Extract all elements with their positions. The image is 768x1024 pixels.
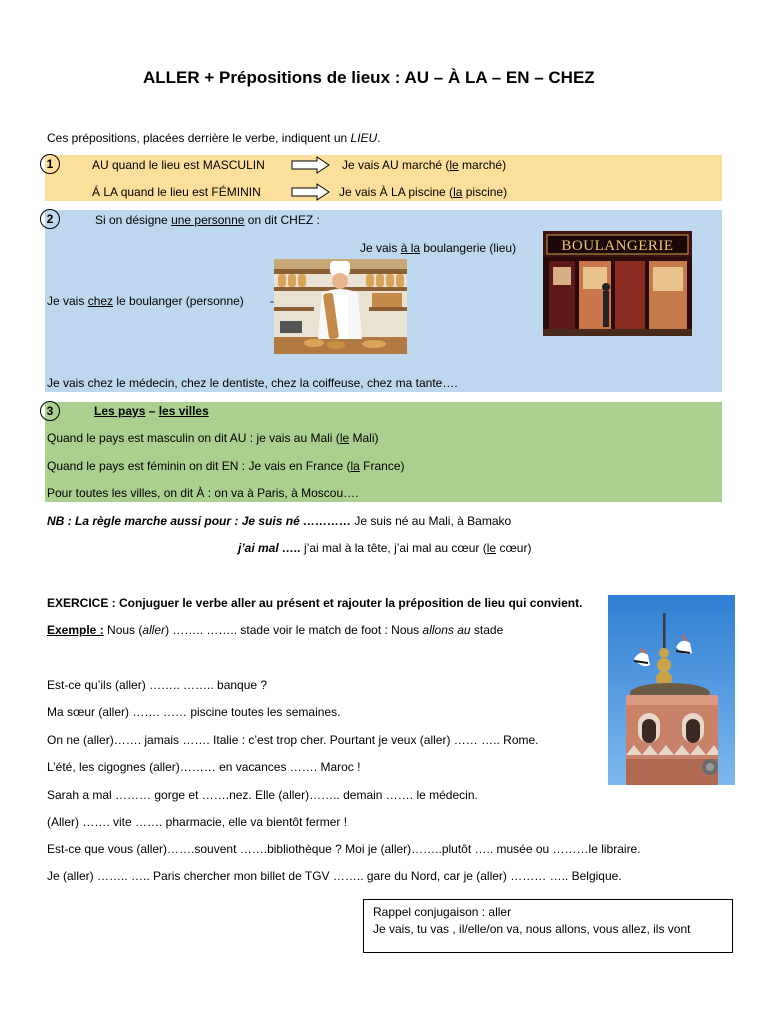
arrow-right-icon [291, 156, 331, 174]
boulanger-line: Je vais chez le boulanger (personne) [47, 294, 244, 308]
reminder-box [363, 899, 733, 953]
exercise-item: Je (aller) …….. ….. Paris chercher mon billet de TGV …….. gare du Nord, car je (aller) ……… ….. Belgique. [47, 869, 622, 883]
section-1-number: 1 [40, 154, 60, 174]
pays-masculin-line: Quand le pays est masculin on dit AU : je vais au Mali (le Mali) [47, 431, 379, 445]
villes-line: Pour toutes les villes, on dit À : on va à Paris, à Moscou…. [47, 486, 359, 500]
storks-tower-photo [608, 595, 735, 785]
chez-examples-line: Je vais chez le médecin, chez le dentiste, chez la coiffeuse, chez ma tante…. [47, 376, 458, 390]
rule-masculin: AU quand le lieu est MASCULIN [92, 158, 265, 172]
exercise-item: On ne (aller)……. jamais ……. Italie : c’est trop cher. Pourtant je veux (aller) …… ….. Rome. [47, 733, 539, 747]
exercise-item: L’été, les cigognes (aller)……… en vacances ……. Maroc ! [47, 760, 361, 774]
shop-sign-text: BOULANGERIE [561, 238, 674, 254]
reminder-text: Je vais, tu vas , il/elle/on va, nous allons, vous allez, ils vont [373, 922, 691, 936]
reminder-title: Rappel conjugaison : aller [373, 905, 512, 919]
section-2-number: 2 [40, 209, 60, 229]
section-3-heading: Les pays – les villes [94, 404, 209, 418]
baker-photo [274, 259, 407, 354]
arrow-right-icon [291, 183, 331, 201]
exercise-item: (Aller) ……. vite ……. pharmacie, elle va bientôt fermer ! [47, 815, 348, 829]
exercise-item: Est-ce que vous (aller)…….souvent …….bibliothèque ? Moi je (aller)……..plutôt ….. musée ou ………le libraire. [47, 842, 641, 856]
section-2-heading: Si on désigne une personne on dit CHEZ : [95, 213, 320, 227]
nb-line-1: NB : La règle marche aussi pour : Je suis né ………… Je suis né au Mali, à Bamako [47, 514, 512, 528]
exercise-heading: EXERCICE : Conjuguer le verbe aller au présent et rajouter la préposition de lieu qui convient. [47, 596, 583, 610]
exercise-example: Exemple : Nous (aller) …….. …….. stade voir le match de foot : Nous allons au stade [47, 623, 504, 637]
pays-feminin-line: Quand le pays est féminin on dit EN : Je vais en France (la France) [47, 459, 405, 473]
exercise-item: Sarah a mal ……… gorge et …….nez. Elle (aller)…….. demain ……. le médecin. [47, 788, 478, 802]
example-masculin: Je vais AU marché (le marché) [342, 158, 507, 172]
intro-text: Ces prépositions, placées derrière le verbe, indiquent un LIEU. [47, 131, 381, 145]
nb-line-2: j’ai mal ….. j’ai mal à la tête, j’ai mal au cœur (le cœur) [238, 541, 532, 555]
example-feminin: Je vais À LA piscine (la piscine) [339, 185, 508, 199]
exercise-item: Est-ce qu’ils (aller) …….. …….. banque ? [47, 678, 268, 692]
boulangerie-line: Je vais à la boulangerie (lieu) [360, 241, 517, 255]
rule-feminin: Á LA quand le lieu est FÉMININ [92, 185, 261, 199]
boulangerie-shop-photo [543, 231, 692, 336]
exercise-item: Ma sœur (aller) ……. …… piscine toutes les semaines. [47, 705, 341, 719]
dash: - [270, 294, 274, 308]
section-3-number: 3 [40, 401, 60, 421]
page-title: ALLER + Prépositions de lieux : AU – À LA – EN – CHEZ [143, 68, 595, 87]
